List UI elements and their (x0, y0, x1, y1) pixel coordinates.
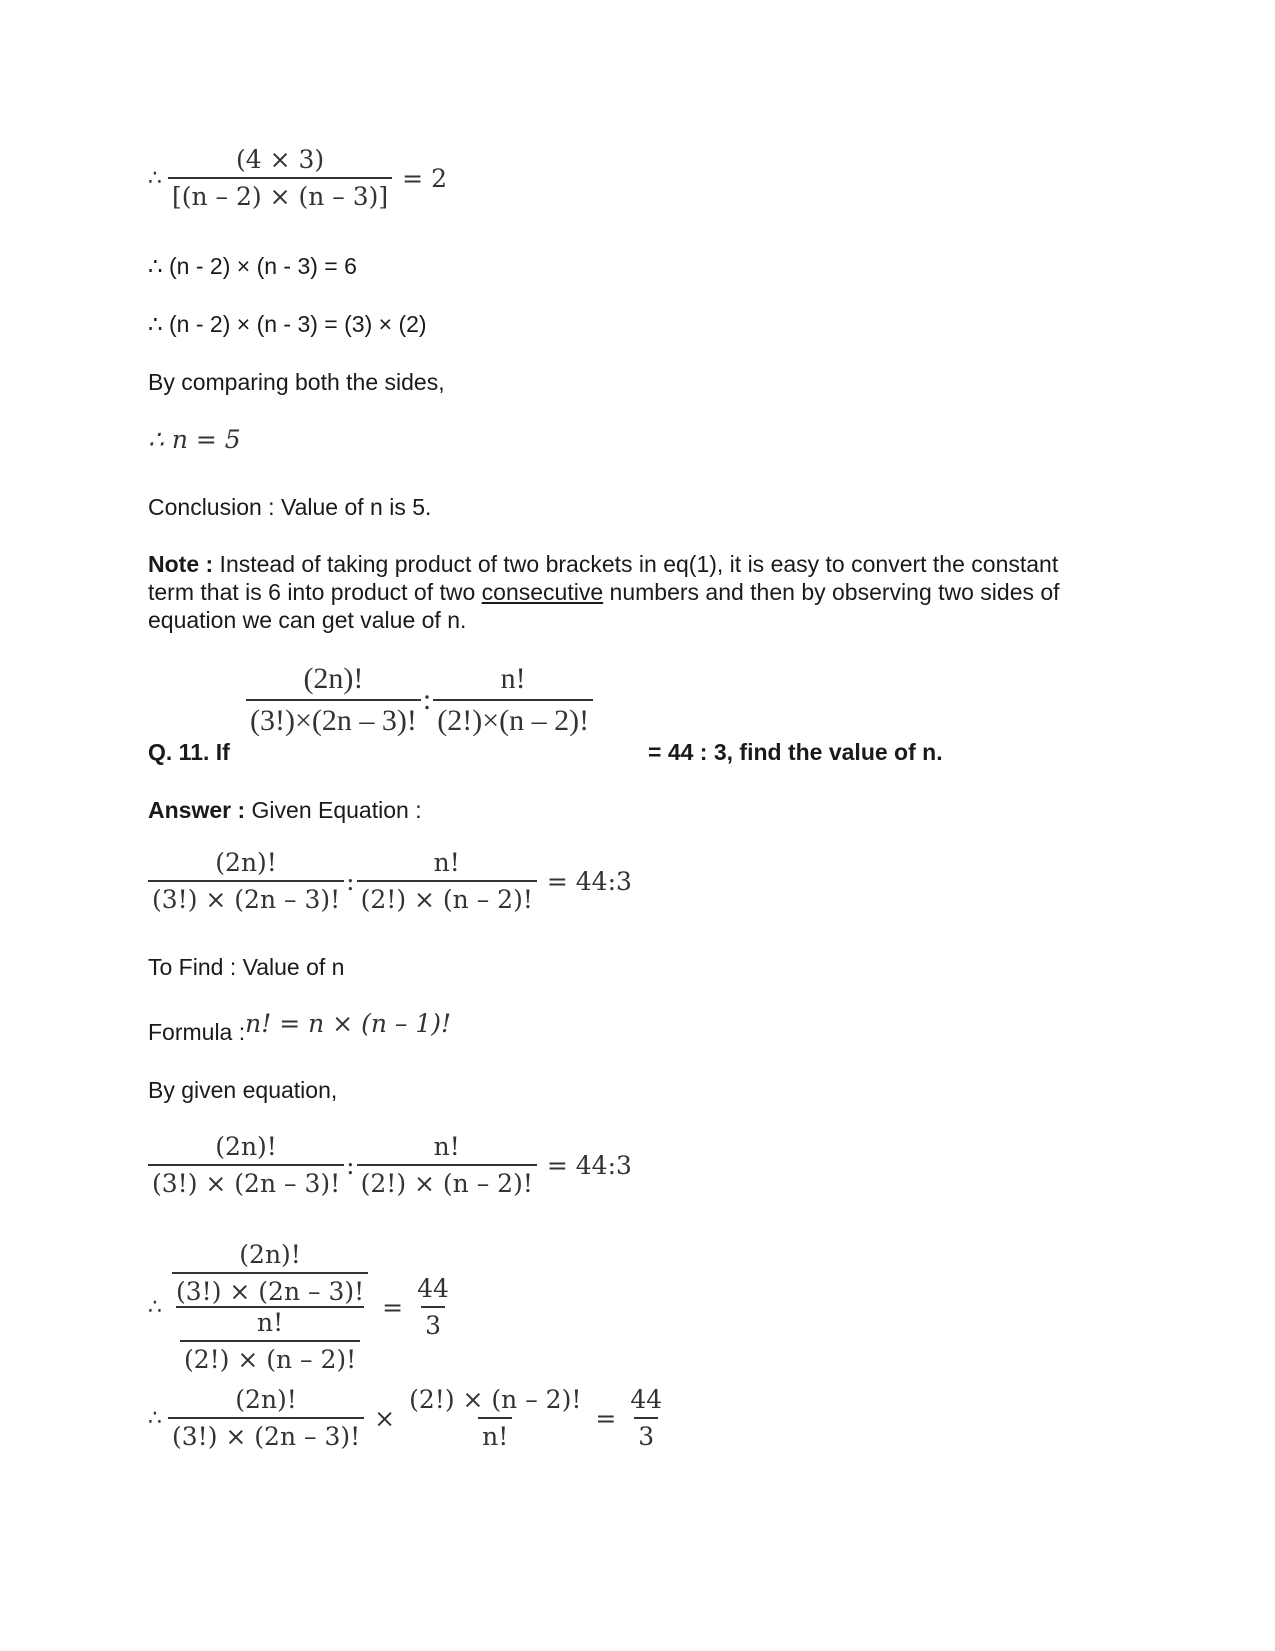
note-text-2: numbers and then by observing two sides of equation we can get value of n. (148, 579, 1060, 633)
numerator: (2n)! (239, 1240, 301, 1269)
fraction-2 (357, 848, 537, 914)
answer-line (148, 796, 422, 824)
equation-rhs: = 2 (402, 163, 447, 193)
denominator: n! (478, 1417, 512, 1451)
question-equation (246, 662, 593, 738)
numerator: (2n)! (235, 1385, 297, 1414)
numerator: (2!) × (n – 2)! (409, 1385, 582, 1414)
note-underlined: consecutive (481, 579, 604, 605)
conclusion: Conclusion : Value of n is 5. (148, 494, 432, 520)
numerator: (4 × 3) (236, 145, 325, 174)
answer-text: Given Equation : (245, 797, 422, 823)
fraction-1 (168, 1385, 364, 1451)
note-label: Note : (148, 551, 214, 577)
complex-equation (148, 1240, 453, 1374)
equation-n (148, 425, 241, 454)
numerator: (2n)! (215, 1132, 277, 1161)
equation-top (148, 145, 457, 211)
therefore-symbol: ∴ (148, 1294, 162, 1320)
numerator: (2n)! (215, 848, 277, 877)
fraction-2 (405, 1385, 585, 1451)
colon: : (346, 1150, 355, 1180)
denominator: 3 (634, 1417, 658, 1451)
given-equation (148, 848, 642, 914)
numerator: 44 (630, 1385, 663, 1414)
inner-fraction-bottom (180, 1308, 360, 1374)
to-find: To Find : Value of n (148, 954, 345, 980)
step-line-3: By comparing both the sides, (148, 369, 445, 395)
numerator: 44 (417, 1274, 449, 1303)
denominator: (2!) × (n – 2)! (180, 1340, 360, 1374)
denominator: 3 (421, 1306, 445, 1340)
denominator: (3!)×(2n – 3)! (246, 699, 421, 738)
numerator: n! (257, 1308, 284, 1337)
fraction-2 (357, 1132, 537, 1198)
repeated-equation (148, 1132, 642, 1198)
equals-sign: = (382, 1292, 404, 1322)
complex-numerator (168, 1240, 372, 1306)
inner-fraction-top (172, 1240, 368, 1306)
fraction-1 (148, 1132, 344, 1198)
step-line-2: ∴ (n - 2) × (n - 3) = (3) × (2) (148, 311, 427, 337)
equation-rhs: = 44:3 (546, 866, 632, 896)
equation-rhs: = 44:3 (546, 1150, 632, 1180)
colon: : (422, 683, 432, 716)
formula-label: Formula : (148, 1019, 246, 1045)
denominator: (3!) × (2n – 3)! (148, 880, 344, 914)
fraction (168, 145, 392, 211)
denominator: [(n – 2) × (n – 3)] (168, 177, 392, 211)
note-text-1: Instead of taking product of two brackets in eq(1), it is easy to convert the constant term that is 6 into product of two (148, 551, 1059, 605)
answer-label: Answer : (148, 797, 246, 823)
denominator: (2!)×(n – 2)! (433, 699, 593, 738)
numerator: (2n)! (303, 662, 364, 695)
colon: : (346, 866, 355, 896)
times-sign: × (374, 1403, 396, 1433)
by-given-line: By given equation, (148, 1077, 338, 1103)
fraction-1 (148, 848, 344, 914)
rhs-fraction (413, 1274, 453, 1340)
formula-line (148, 1009, 452, 1046)
step-line-1: ∴ (n - 2) × (n - 3) = 6 (148, 253, 357, 279)
formula-expression: n! = n × (n – 1)! (245, 1009, 452, 1038)
question-prefix: Q. 11. If (148, 739, 230, 765)
therefore-symbol: ∴ (148, 1405, 162, 1431)
last-equation (148, 1385, 666, 1451)
complex-denominator (176, 1306, 364, 1374)
denominator: (2!) × (n – 2)! (357, 880, 537, 914)
denominator: (2!) × (n – 2)! (357, 1164, 537, 1198)
question-suffix: = 44 : 3, find the value of n. (648, 739, 943, 765)
denominator: (3!) × (2n – 3)! (168, 1417, 364, 1451)
note-paragraph (148, 550, 1108, 634)
denominator: (3!) × (2n – 3)! (172, 1272, 368, 1306)
therefore-symbol: ∴ (148, 165, 162, 191)
complex-fraction (168, 1240, 372, 1374)
question-fraction-2 (433, 662, 593, 738)
equation-n-text: ∴ n = 5 (148, 425, 241, 454)
denominator: (3!) × (2n – 3)! (148, 1164, 344, 1198)
numerator: n! (433, 1132, 460, 1161)
rhs-fraction (626, 1385, 666, 1451)
question-fraction-1 (246, 662, 421, 738)
numerator: n! (433, 848, 460, 877)
numerator: n! (500, 662, 526, 695)
equals-sign: = (595, 1403, 617, 1433)
